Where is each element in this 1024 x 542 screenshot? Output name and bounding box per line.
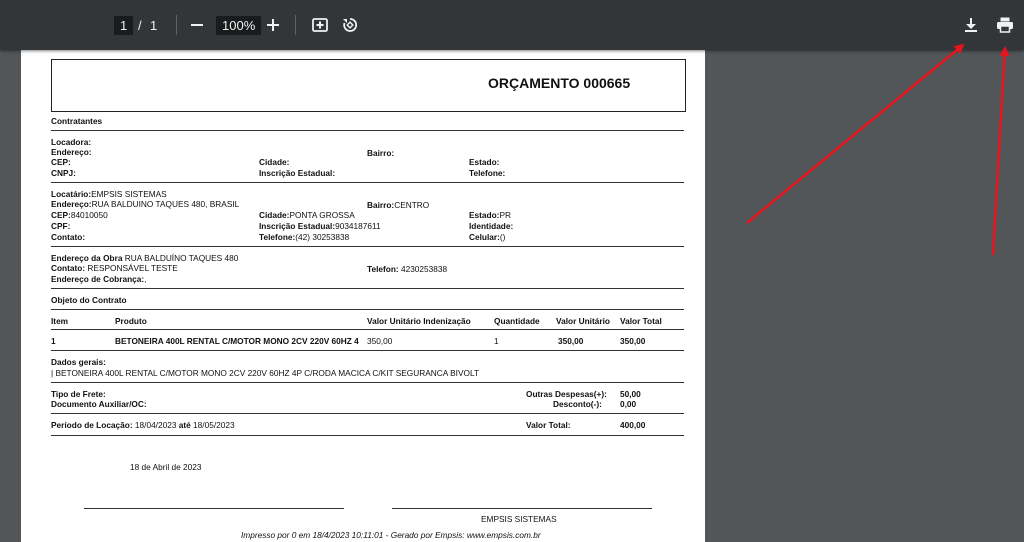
label-endereco: Endereço: (51, 147, 92, 157)
cep-line (51, 210, 108, 220)
page-number-input[interactable]: 1 (114, 16, 133, 35)
label-endereco: Endereço: (51, 199, 92, 209)
label-telefone: Telefone: (259, 232, 296, 242)
arrow-to-download (747, 45, 963, 223)
col-header-quantidade: Quantidade (494, 316, 540, 326)
value-outras-despesas: 50,00 (620, 389, 641, 399)
print-icon[interactable] (995, 15, 1015, 35)
signature-line-left (84, 508, 344, 509)
zoom-level-input[interactable]: 100% (216, 16, 261, 35)
label-desconto: Desconto(-): (553, 399, 602, 409)
cell-item: 1 (51, 336, 56, 346)
value-cep: 84010050 (70, 210, 108, 220)
toolbar-divider (295, 15, 296, 35)
label-cnpj: CNPJ: (51, 168, 76, 178)
footer-printed-by: Impresso por 0 em 18/4/2023 10:11:01 - Gerado por Empsis: www.empsis.com.br (241, 530, 541, 540)
label-identidade: Identidade: (469, 221, 514, 231)
value-bairro: CENTRO (394, 200, 430, 210)
total-pages: 1 (150, 18, 158, 33)
value-cidade: PONTA GROSSA (289, 210, 355, 220)
ie-line (259, 221, 381, 231)
label-contato: Contato: (51, 232, 86, 242)
value-periodo-fim: 18/05/2023 (190, 420, 235, 430)
arrow-to-print (993, 48, 1005, 255)
label-periodo: Período de Locação: (51, 420, 133, 430)
cidade-line (259, 210, 355, 220)
value-telefone: 4230253838 (398, 264, 448, 274)
value-endereco-obra: RUA BALDUÍNO TAQUES 480 (122, 253, 239, 263)
bairro-line (367, 200, 429, 210)
signature-line-right (392, 508, 652, 509)
cell-quantidade: 1 (494, 336, 499, 346)
label-cep: CEP: (51, 210, 71, 220)
cell-valor-total: 350,00 (620, 336, 646, 346)
label-cidade: Cidade: (259, 157, 290, 167)
cell-valor-unitario: 350,00 (558, 336, 584, 346)
document-title: ORÇAMENTO 000665 (488, 75, 631, 91)
value-desconto: 0,00 (620, 399, 637, 409)
fit-page-icon[interactable] (310, 15, 330, 35)
zoom-in-icon[interactable] (264, 16, 282, 34)
obra-telefone-line (367, 264, 447, 274)
divider (51, 182, 684, 183)
rotate-icon[interactable] (340, 15, 360, 35)
label-dados-gerais: Dados gerais: (51, 357, 106, 367)
divider (51, 130, 684, 131)
label-cpf: CPF: (51, 221, 71, 231)
signature-name: EMPSIS SISTEMAS (481, 514, 557, 524)
obra-endereco-line (51, 253, 238, 263)
telefone-line (259, 232, 349, 242)
zoom-out-icon[interactable] (188, 16, 206, 34)
label-valor-total: Valor Total: (526, 420, 571, 430)
divider (51, 309, 684, 310)
value-inscricao-estadual: 9034187611 (335, 221, 381, 231)
pdf-page (21, 50, 705, 542)
page-separator: / (138, 18, 142, 33)
label-inscricao-estadual: Inscrição Estadual: (259, 221, 336, 231)
value-valor-total: 400,00 (620, 420, 646, 430)
document-date: 18 de Abril de 2023 (130, 462, 202, 472)
col-header-valor-unitario: Valor Unitário (556, 316, 610, 326)
label-estado: Estado: (469, 157, 500, 167)
celular-line (469, 232, 505, 242)
label-bairro: Bairro: (367, 148, 395, 158)
download-icon[interactable] (961, 15, 981, 35)
section-contratantes: Contratantes (51, 116, 103, 126)
divider (51, 435, 684, 436)
col-header-produto: Produto (115, 316, 147, 326)
value-celular: () (499, 232, 506, 242)
divider (51, 288, 684, 289)
label-tipo-frete: Tipo de Frete: (51, 389, 106, 399)
value-dados-gerais: | BETONEIRA 400L RENTAL C/MOTOR MONO 2CV 220V 60HZ 4P C/RODA MACICA C/KIT SEGURANCA BIVOLT (51, 368, 480, 378)
value-periodo-inicio: 18/04/2023 (132, 420, 179, 430)
divider (51, 413, 684, 414)
label-cobranca: Endereço de Cobrança: (51, 274, 145, 284)
divider (51, 329, 684, 330)
label-telefone: Telefone: (469, 168, 506, 178)
label-telefone: Telefon: (367, 264, 399, 274)
label-endereco-obra: Endereço da Obra (51, 253, 123, 263)
periodo-line (51, 420, 235, 430)
cell-valor-indenizacao: 350,00 (367, 336, 393, 346)
value-endereco: RUA BALDUINO TAQUES 480, BRASIL (91, 199, 240, 209)
value-cobranca: , (144, 274, 147, 284)
divider (51, 382, 684, 383)
label-ate: até (178, 420, 191, 430)
value-telefone: (42) 30253838 (295, 232, 350, 242)
label-cidade: Cidade: (259, 210, 290, 220)
label-bairro: Bairro: (367, 200, 395, 210)
col-header-item: Item (51, 316, 69, 326)
label-inscricao-estadual: Inscrição Estadual: (259, 168, 336, 178)
value-estado: PR (499, 210, 511, 220)
obra-contato-line (51, 263, 178, 273)
locatario-line (51, 189, 167, 199)
label-locadora: Locadora: (51, 137, 92, 147)
label-outras-despesas: Outras Despesas(+): (526, 389, 607, 399)
obra-cobranca-line (51, 274, 146, 284)
estado-line (469, 210, 511, 220)
label-celular: Celular: (469, 232, 500, 242)
divider (51, 350, 684, 351)
cell-produto: BETONEIRA 400L RENTAL C/MOTOR MONO 2CV 220V 60HZ 4 (115, 336, 359, 346)
endereco-line (51, 199, 239, 209)
label-cep: CEP: (51, 157, 71, 167)
label-contato: Contato: (51, 263, 86, 273)
label-estado: Estado: (469, 210, 500, 220)
section-objeto: Objeto do Contrato (51, 295, 127, 305)
value-locatario: EMPSIS SISTEMAS (91, 189, 167, 199)
toolbar-divider (176, 15, 177, 35)
label-documento-auxiliar: Documento Auxiliar/OC: (51, 399, 147, 409)
divider (51, 246, 684, 247)
value-contato: RESPONSÁVEL TESTE (85, 263, 178, 273)
col-header-valor-total: Valor Total (620, 316, 662, 326)
label-locatario: Locatário: (51, 189, 92, 199)
pdf-toolbar (0, 0, 1024, 50)
col-header-valor-indenizacao: Valor Unitário Indenização (367, 316, 471, 326)
